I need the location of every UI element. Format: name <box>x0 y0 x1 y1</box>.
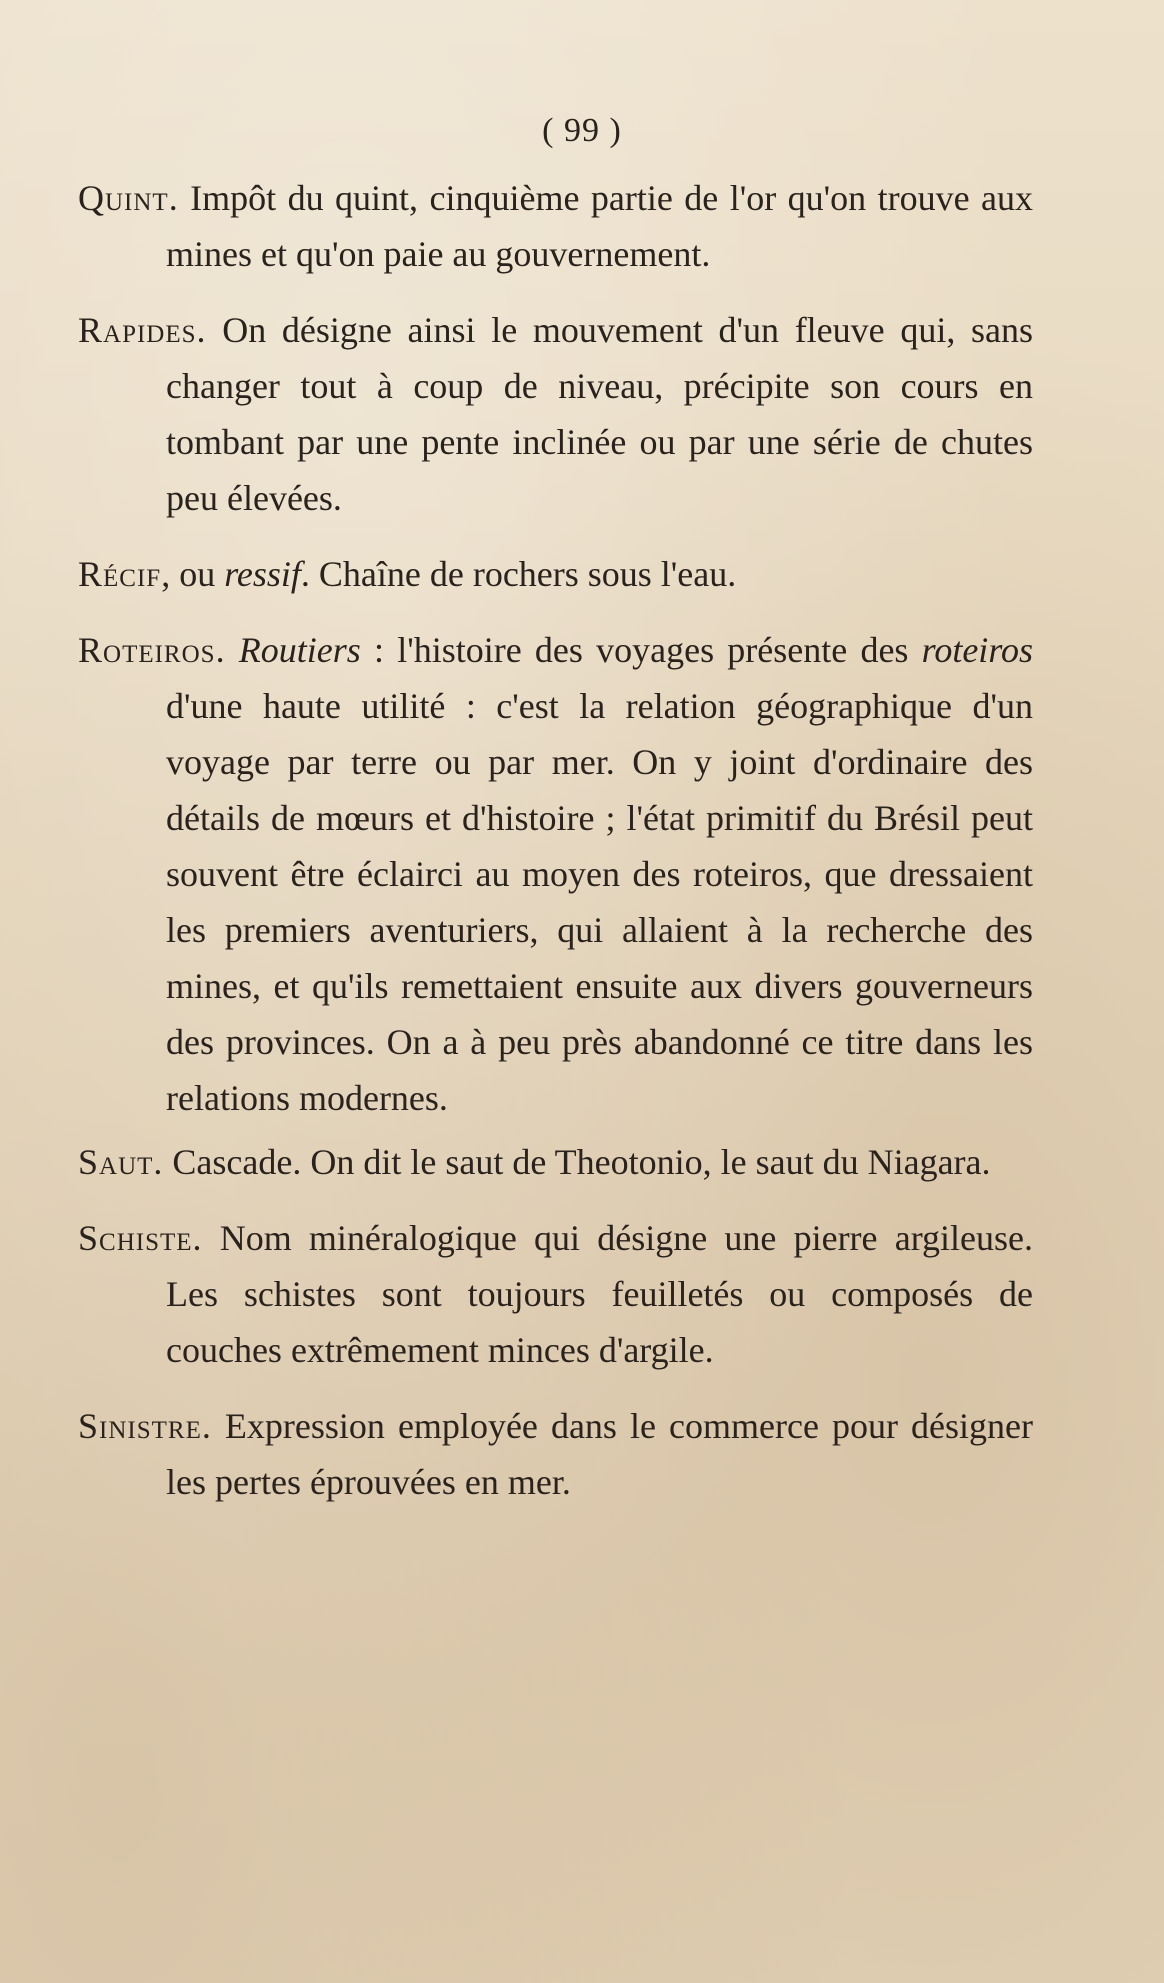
term-sinistre: Sinistre. <box>78 1406 212 1446</box>
italic-roteiros: roteiros <box>921 630 1033 670</box>
definition-schiste: Nom minéralogique qui désigne une pierre argileuse. Les schistes sont toujours feuilletés ou composés de couches extrêmement minces d'argile. <box>166 1218 1034 1370</box>
glossary-text <box>78 170 1033 1530</box>
term-quint: Quint. <box>78 178 179 218</box>
entry-schiste <box>78 1210 1033 1378</box>
variant-ressif: ressif <box>224 554 301 594</box>
recif-separator: , ou <box>161 554 225 594</box>
entry-roteiros <box>78 622 1033 1126</box>
definition-rapides: On désigne ainsi le mouvement d'un fleuve qui, sans changer tout à coup de niveau, précipite son cours en tombant par une pente inclinée ou par une série de chutes peu élevées. <box>166 310 1033 518</box>
term-rapides: Rapides. <box>78 310 207 350</box>
definition-sinistre: Expression employée dans le commerce pour désigner les pertes éprouvées en mer. <box>166 1406 1033 1502</box>
definition-recif: . Chaîne de rochers sous l'eau. <box>300 554 737 594</box>
term-schiste: Schiste. <box>78 1218 203 1258</box>
entry-recif <box>78 546 1033 602</box>
gloss-routiers: Routiers <box>238 630 361 670</box>
entry-rapides <box>78 302 1033 526</box>
definition-saut: Cascade. On dit le saut de Theotonio, le saut du Niagara. <box>172 1142 991 1182</box>
term-roteiros: Roteiros. <box>78 630 226 670</box>
entry-quint <box>78 170 1033 282</box>
definition-roteiros-a: : l'histoire des voyages présente des <box>360 630 922 670</box>
definition-roteiros-b: d'une haute utilité : c'est la relation géographique d'un voyage par terre ou par mer. On y joint d'ordinaire des détails de mœurs et d'histoire ; l'état primitif du Brésil peut souvent être éclairci au moyen des roteiros, que dressaient les premiers aventuriers, qui allaient à la recherche des mines, et qu'ils remettaient ensuite aux divers gouverneurs des provinces. On a à peu près abandonné ce titre dans les relations modernes. <box>166 686 1033 1118</box>
term-saut: Saut. <box>78 1142 164 1182</box>
entry-saut <box>78 1134 1033 1190</box>
entry-sinistre <box>78 1398 1033 1510</box>
definition-quint: Impôt du quint, cinquième partie de l'or qu'on trouve aux mines et qu'on paie au gouvernement. <box>166 178 1033 274</box>
term-recif: Récif <box>78 554 162 594</box>
page-number: ( 99 ) <box>542 112 622 149</box>
